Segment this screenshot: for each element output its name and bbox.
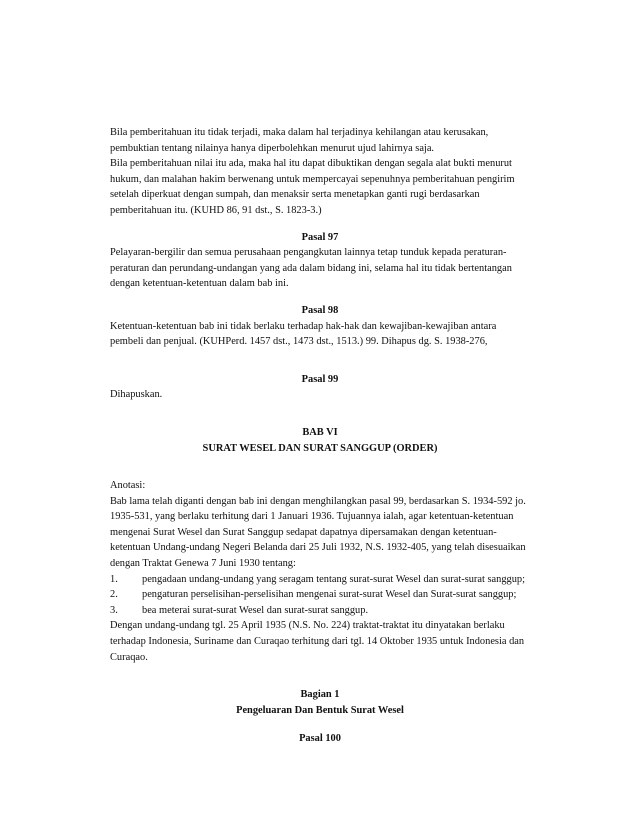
anotasi-intro: Bab lama telah diganti dengan bab ini dengan menghilangkan pasal 99, berdasarkan S. 1934-592 jo. 1935-531, yang berlaku terhitung dari 1 Januari 1936. Tujuannya ialah, agar ketentuan-ketentuan mengenai Surat Wesel dan Surat Sanggup sedapat dapatnya dipersamakan dengan ketentuan-ketentuan Undang-undang Negeri Belanda dari 25 Juli 1932, N.S. 1932-405, yang telah disesuaikan dengan Traktat Genewa 7 Juni 1930 tentang: xyxy=(110,495,526,570)
bagian-number: Bagian 1 xyxy=(300,689,340,701)
list-text: bea meterai surat-surat Wesel dan surat-surat sanggup. xyxy=(142,604,369,616)
anotasi-list-item xyxy=(110,572,530,588)
bab-number: BAB VI xyxy=(302,426,338,438)
paragraph-value-notice-absent: Bila pemberitahuan itu tidak terjadi, maka dalam hal terjadinya kehilangan atau kerusakan, pembuktian tentang nilainya hanya diperbolehkan menurut ujud lahirnya saja. xyxy=(110,127,489,154)
list-number: 2. xyxy=(110,589,118,601)
paragraph-value-notice-present: Bila pemberitahuan nilai itu ada, maka hal itu dapat dibuktikan dengan segala alat bukti menurut hukum, dan malahan hakim berwenang untuk mempercayai sepenuhnya pemberitahuan pengirim setelah diperkuat dengan sumpah, dan menaksir serta menetapkan ganti rugi berdasarkan pemberitahuan itu. (KUHD 86, 91 dst., S. 1823-3.) xyxy=(110,158,515,216)
pasal-97-text: Pelayaran-bergilir dan semua perusahaan pengangkutan lainnya tetap tunduk kepada peraturan-peraturan dan perundang-undangan yang ada dalam bidang ini, selama hal itu tidak bertentangan dengan ketentuan-ketentuan dalam bab ini. xyxy=(110,247,512,290)
list-text: pengadaan undang-undang yang seragam tentang surat-surat Wesel dan surat-surat sanggup; xyxy=(142,573,526,585)
bagian-title: Pengeluaran Dan Bentuk Surat Wesel xyxy=(236,704,404,716)
pasal-100-heading: Pasal 100 xyxy=(299,733,341,745)
anotasi-list-item xyxy=(110,603,530,619)
pasal-98-text: Ketentuan-ketentuan bab ini tidak berlaku terhadap hak-hak dan kewajiban-kewajiban antara pembeli dan penjual. (KUHPerd. 1457 dst., 1473 dst., 1513.) 99. Dihapus dg. S. 1938-276, xyxy=(110,320,497,348)
list-number: 3. xyxy=(110,604,118,616)
pasal-98-heading: Pasal 98 xyxy=(301,304,339,316)
list-text: pengaturan perselisihan-perselisihan mengenai surat-surat Wesel dan Surat-surat sanggup; xyxy=(142,589,517,601)
pasal-99-heading: Pasal 99 xyxy=(301,373,339,385)
anotasi-label: Anotasi: xyxy=(110,480,146,492)
anotasi-list-item xyxy=(110,587,530,603)
document-page xyxy=(110,125,530,747)
pasal-99-text: Dihapuskan. xyxy=(110,389,163,401)
pasal-97-heading: Pasal 97 xyxy=(301,231,339,243)
anotasi-closing: Dengan undang-undang tgl. 25 April 1935 (N.S. No. 224) traktat-traktat itu dinyatakan berlaku terhadap Indonesia, Suriname dan Curaqao terhitung dari tgl. 14 Oktober 1935 untuk Indonesia dan Curaqao. xyxy=(110,620,525,663)
list-number: 1. xyxy=(110,573,118,585)
bab-title: SURAT WESEL DAN SURAT SANGGUP (ORDER) xyxy=(202,442,438,454)
